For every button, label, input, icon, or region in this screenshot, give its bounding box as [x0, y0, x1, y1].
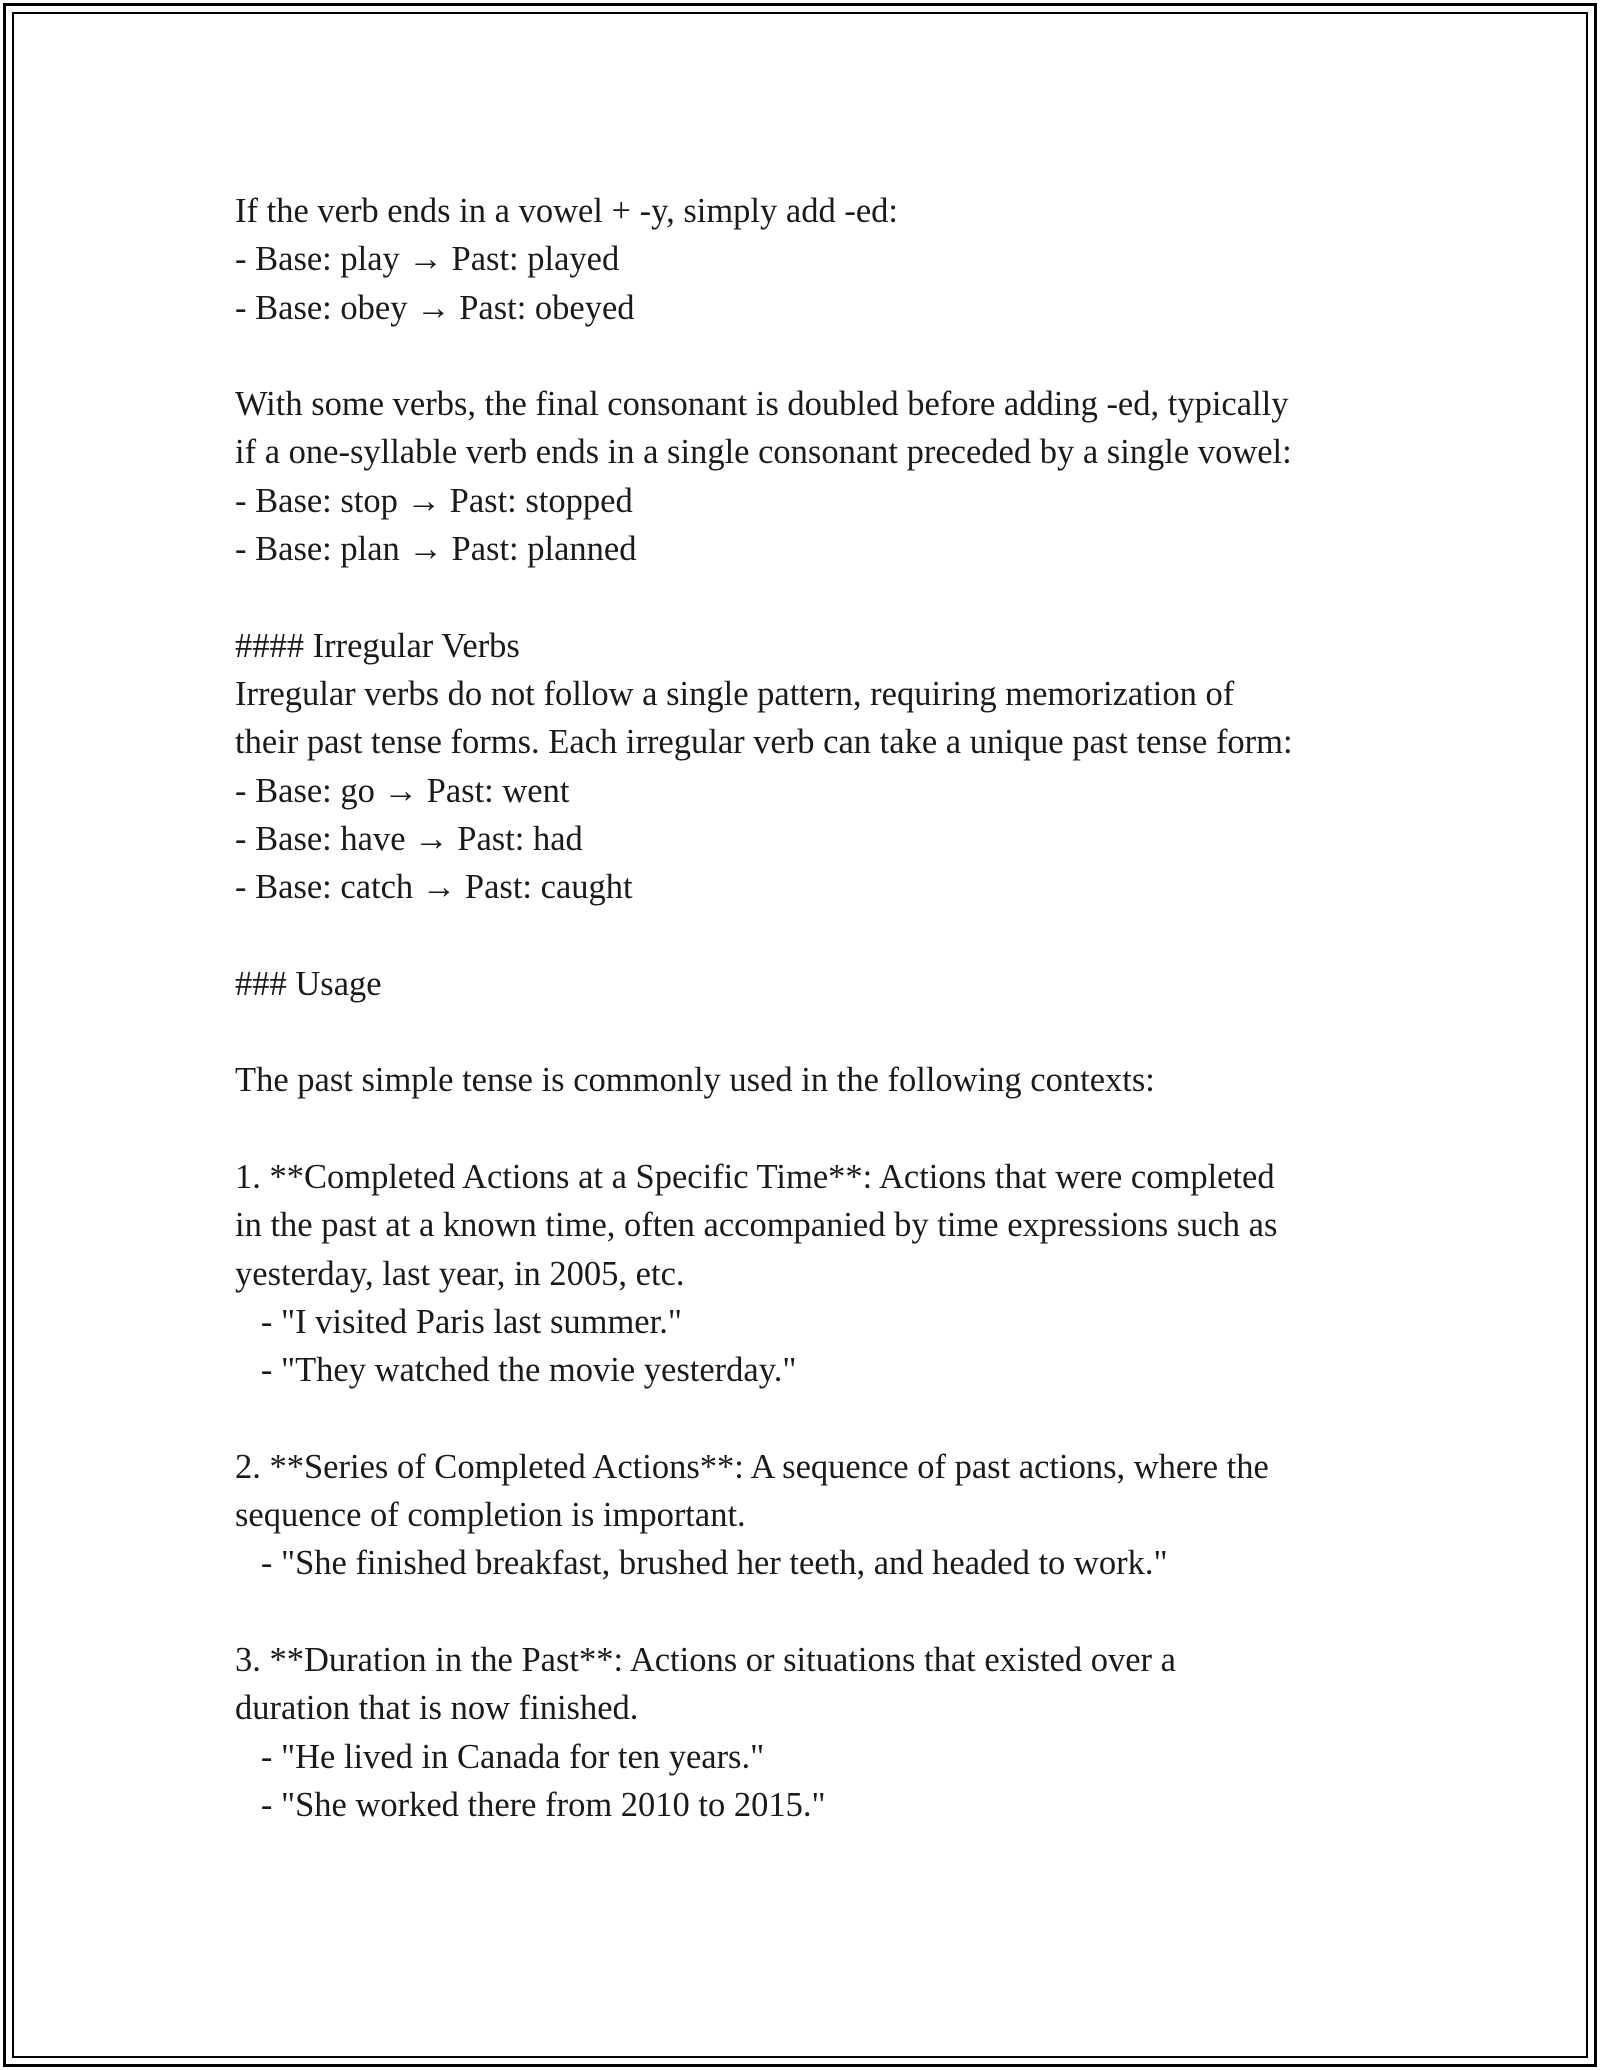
paragraph-usage-intro: The past simple tense is commonly used in the following contexts:: [235, 1061, 1155, 1100]
paragraph-irregular: Irregular verbs do not follow a single pattern, requiring memorization of: [235, 674, 1235, 713]
example-item: - "I visited Paris last summer.": [235, 1302, 682, 1341]
list-item: - Base: catch → Past: caught: [235, 868, 633, 907]
paragraph-doubling-rule: if a one-syllable verb ends in a single consonant preceded by a single vowel:: [235, 433, 1292, 472]
blank-line: [235, 1105, 1415, 1153]
list-item: - Base: play → Past: played: [235, 240, 620, 279]
example-item: - "He lived in Canada for ten years.": [235, 1737, 765, 1776]
list-item: - Base: plan → Past: planned: [235, 530, 637, 569]
blank-line: [235, 573, 1415, 621]
blank-line: [235, 1588, 1415, 1636]
numbered-item-1: in the past at a known time, often accompanied by time expressions such as: [235, 1206, 1278, 1245]
blank-line: [235, 332, 1415, 380]
numbered-item-1: 1. **Completed Actions at a Specific Time**: Actions that were completed: [235, 1157, 1275, 1196]
document-body: [235, 187, 1415, 1829]
blank-line: [235, 1008, 1415, 1056]
blank-line: [235, 1394, 1415, 1442]
numbered-item-3: duration that is now finished.: [235, 1689, 639, 1728]
list-item: - Base: have → Past: had: [235, 819, 583, 858]
paragraph-irregular: their past tense forms. Each irregular verb can take a unique past tense form:: [235, 723, 1293, 762]
example-item: - "They watched the movie yesterday.": [235, 1351, 797, 1390]
paragraph-doubling-rule: With some verbs, the final consonant is doubled before adding -ed, typically: [235, 385, 1289, 424]
list-item: - Base: obey → Past: obeyed: [235, 288, 635, 327]
numbered-item-2: sequence of completion is important.: [235, 1496, 746, 1535]
numbered-item-2: 2. **Series of Completed Actions**: A sequence of past actions, where the: [235, 1447, 1269, 1486]
example-item: - "She worked there from 2010 to 2015.": [235, 1785, 826, 1824]
heading-usage: ### Usage: [235, 964, 382, 1003]
heading-irregular-verbs: #### Irregular Verbs: [235, 626, 520, 665]
paragraph-vowel-y-rule: If the verb ends in a vowel + -y, simply add -ed:: [235, 192, 898, 230]
list-item: - Base: go → Past: went: [235, 771, 570, 810]
numbered-item-3: 3. **Duration in the Past**: Actions or situations that existed over a: [235, 1640, 1176, 1679]
numbered-item-1: yesterday, last year, in 2005, etc.: [235, 1254, 685, 1293]
example-item: - "She finished breakfast, brushed her teeth, and headed to work.": [235, 1544, 1168, 1583]
blank-line: [235, 911, 1415, 959]
list-item: - Base: stop → Past: stopped: [235, 481, 633, 520]
